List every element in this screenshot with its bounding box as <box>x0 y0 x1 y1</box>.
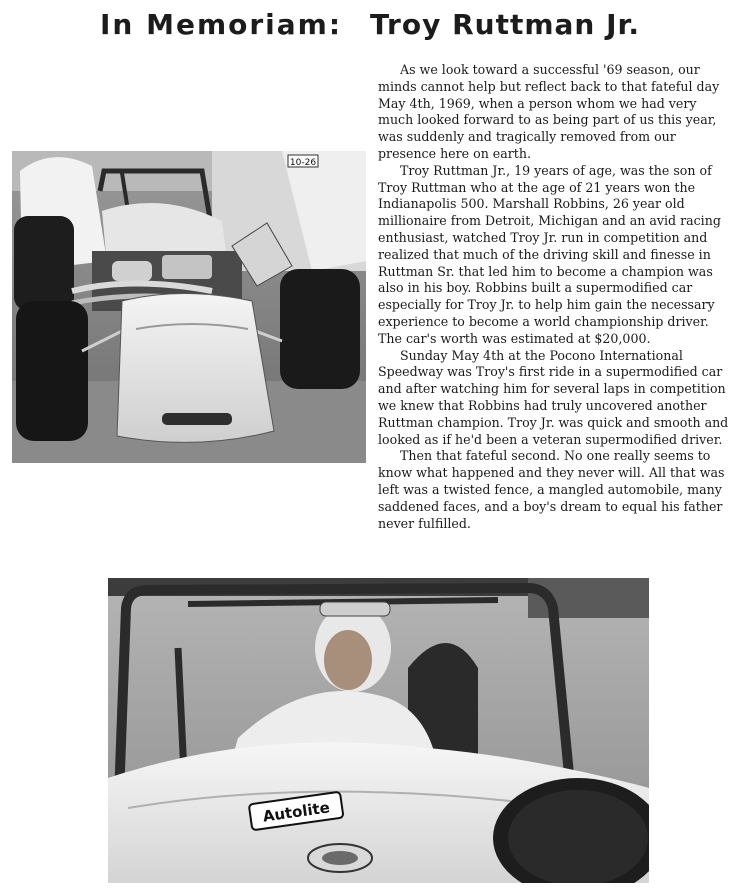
memorial-article <box>378 62 730 532</box>
car-sign-label: 10-26 <box>289 158 317 168</box>
page-title <box>0 8 740 41</box>
decal-label: Autolite <box>261 798 331 826</box>
article-paragraph: As we look toward a successful '69 season, our minds cannot help but reflect back to that fateful day May 4th, 1969, when a person whom we had very much looked forward to as being part of us this year, was suddenly and tragically removed from our presence here on earth. <box>378 62 720 161</box>
title-name: Troy Ruttman Jr. <box>370 8 640 41</box>
article-paragraph: Troy Ruttman Jr., 19 years of age, was the son of Troy Ruttman who at the age of 21 years won the Indianapolis 500. Marshall Robbins, 26 year old millionaire from Detroit, Michigan and an avid racing enthusiast, watched Troy Jr. run in competition and realized that much of the driving skill and finesse in Ruttman Sr. that led him to become a champion was also in his boy. Robbins built a supermodified car especially for Troy Jr. to help him gain the necessary experience to become a world championship driver. The car's worth was estimated at $20,000. <box>378 162 721 346</box>
driver-photo <box>108 578 649 883</box>
article-paragraph: Then that fateful second. No one really seems to know what happened and they never will. All that was left was a twisted fence, a mangled automobile, many saddened faces, and a boy's dream to equal his father never fulfilled. <box>378 448 725 531</box>
article-paragraph: Sunday May 4th at the Pocono International Speedway was Troy's first ride in a supermodified car and after watching him for several laps in competition we knew that Robbins had truly uncovered another Ruttman champion. Troy Jr. was quick and smooth and looked as if he'd been a veteran supermodified driver. <box>378 347 729 447</box>
race-car-photo <box>12 151 366 463</box>
title-prefix: In Memoriam: <box>99 8 343 41</box>
